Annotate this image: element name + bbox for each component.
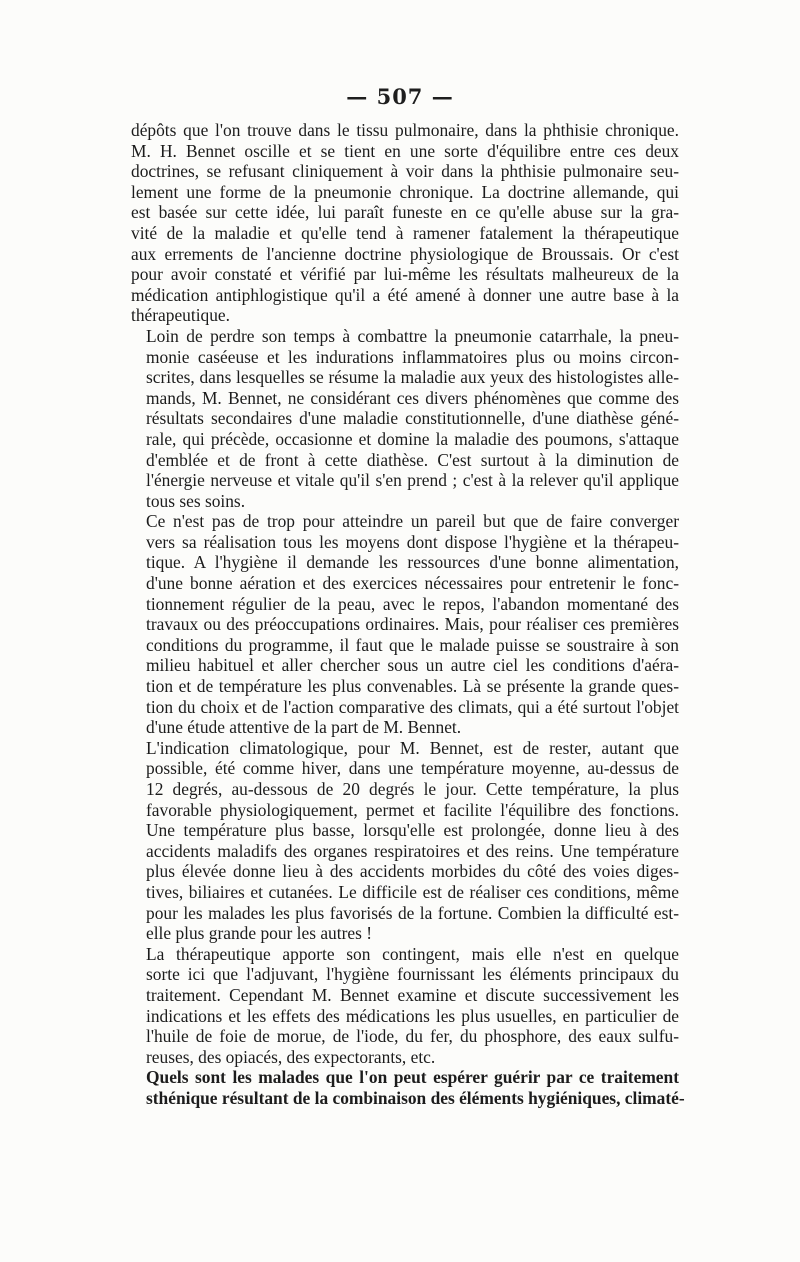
text-line: pour avoir constaté et vérifié par lui-même les résultats malheureux de la xyxy=(131,264,679,285)
text-line: sorte ici que l'adjuvant, l'hygiène fournissant les éléments principaux du xyxy=(146,964,679,985)
text-line: monie caséeuse et les indurations inflammatoires plus ou moins circon- xyxy=(146,346,679,367)
text-line: est basée sur cette idée, lui paraît funeste en ce qu'elle abuse sur la gra- xyxy=(131,202,679,223)
body-text xyxy=(131,120,685,1109)
text-line: 12 degrés, au-dessous de 20 degrés le jour. Cette température, la plus xyxy=(146,779,679,799)
text-line: Quels sont les malades que l'on peut espérer guérir par ce traitement xyxy=(146,1067,679,1088)
paragraph-5 xyxy=(131,944,679,1068)
text-line: Loin de perdre son temps à combattre la pneumonie catarrhale, la pneu- xyxy=(146,325,679,346)
text-line: M. H. Bennet oscille et se tient en une sorte d'équilibre entre ces deux xyxy=(131,140,679,161)
text-line: favorable physiologiquement, permet et facilite l'équilibre des fonctions. xyxy=(146,799,679,820)
text-line: lement une forme de la pneumonie chronique. La doctrine allemande, qui xyxy=(131,181,679,202)
paragraph-1 xyxy=(131,120,679,326)
text-line: traitement. Cependant M. Bennet examine et discute successivement les xyxy=(146,984,679,1005)
text-line: tique. A l'hygiène il demande les ressources d'une bonne alimentation, xyxy=(146,552,679,573)
text-line: d'une étude attentive de la part de M. Bennet. xyxy=(146,717,462,738)
text-line: résultats secondaires d'une maladie constitutionnelle, d'une diathèse géné- xyxy=(146,408,679,429)
text-line: tion et de température les plus convenables. Là se présente la grande ques- xyxy=(146,676,679,697)
text-line: médication antiphlogistique qu'il a été amené à donner une autre base à la xyxy=(131,284,679,305)
text-line: dépôts que l'on trouve dans le tissu pulmonaire, dans la phthisie chronique. xyxy=(131,120,679,140)
text-line: tives, biliaires et cutanées. Le difficile est de réaliser ces conditions, même xyxy=(146,881,679,902)
text-line: tionnement régulier de la peau, avec le repos, l'abandon momentané des xyxy=(146,593,679,614)
text-line: aux errements de l'ancienne doctrine physiologique de Broussais. Or c'est xyxy=(131,243,679,264)
text-line: vité de la maladie et qu'elle tend à ramener fatalement la thérapeutique xyxy=(131,222,679,243)
text-line: tion du choix et de l'action comparative des climats, qui a été surtout l'objet xyxy=(146,696,679,717)
text-line: elle plus grande pour les autres ! xyxy=(146,923,373,944)
text-line: vers sa réalisation tous les moyens dont dispose l'hygiène et la thérapeu- xyxy=(146,531,679,552)
text-line: sthénique résultant de la combinaison des éléments hygiéniques, climaté- xyxy=(146,1087,685,1108)
text-line: mands, M. Bennet, ne considérant ces divers phénomènes que comme des xyxy=(146,387,679,408)
text-line: L'indication climatologique, pour M. Bennet, est de rester, autant que xyxy=(146,737,679,758)
paragraph-3 xyxy=(131,511,679,738)
text-line: La thérapeutique apporte son contingent, mais elle n'est en quelque xyxy=(146,943,679,964)
text-line: Une température plus basse, lorsqu'elle est prolongée, donne lieu à des xyxy=(146,820,679,841)
text-line: doctrines, se refusant cliniquement à voir dans la phthisie pulmonaire seu- xyxy=(131,161,679,182)
text-line: plus élevée donne lieu à des accidents morbides du côté des voies diges- xyxy=(146,861,679,882)
text-line: pour les malades les plus favorisés de la fortune. Combien la difficulté est- xyxy=(146,902,679,923)
text-line: d'emblée et de front à cette diathèse. C'est surtout à la diminution de xyxy=(146,449,679,470)
paragraph-4 xyxy=(131,738,679,944)
text-line: d'une bonne aération et des exercices nécessaires pour entretenir le fonc- xyxy=(146,573,679,594)
text-line: indications et les effets des médications les plus usuelles, en particulier de xyxy=(146,1005,679,1026)
text-line: milieu habituel et aller chercher sous un autre ciel les conditions d'aéra- xyxy=(146,655,679,676)
text-line: l'énergie nerveuse et vitale qu'il s'en prend ; c'est à la relever qu'il applique xyxy=(146,470,679,491)
paragraph-6 xyxy=(131,1067,685,1108)
text-line: conditions du programme, il faut que le malade puisse se soustraire à son xyxy=(146,634,679,655)
text-line: reuses, des opiacés, des expectorants, etc. xyxy=(146,1046,436,1067)
page-number: — 507 — xyxy=(346,84,454,109)
text-line: l'huile de foie de morue, de l'iode, du fer, du phosphore, des eaux sulfu- xyxy=(146,1026,679,1047)
text-line: travaux ou des préoccupations ordinaires. Mais, pour réaliser ces premières xyxy=(146,614,679,635)
text-line: tous ses soins. xyxy=(146,490,246,511)
text-line: rale, qui précède, occasionne et domine la maladie des poumons, s'attaque xyxy=(146,428,679,449)
paragraph-2 xyxy=(131,326,679,511)
text-line: accidents maladifs des organes respiratoires et des reins. Une température xyxy=(146,840,679,861)
text-line: possible, été comme hiver, dans une température moyenne, au-dessus de xyxy=(146,758,679,779)
text-line: scrites, dans lesquelles se résume la maladie aux yeux des histologistes alle- xyxy=(146,367,679,388)
text-line: thérapeutique. xyxy=(131,305,230,326)
text-line: Ce n'est pas de trop pour atteindre un pareil but que de faire converger xyxy=(146,511,679,532)
